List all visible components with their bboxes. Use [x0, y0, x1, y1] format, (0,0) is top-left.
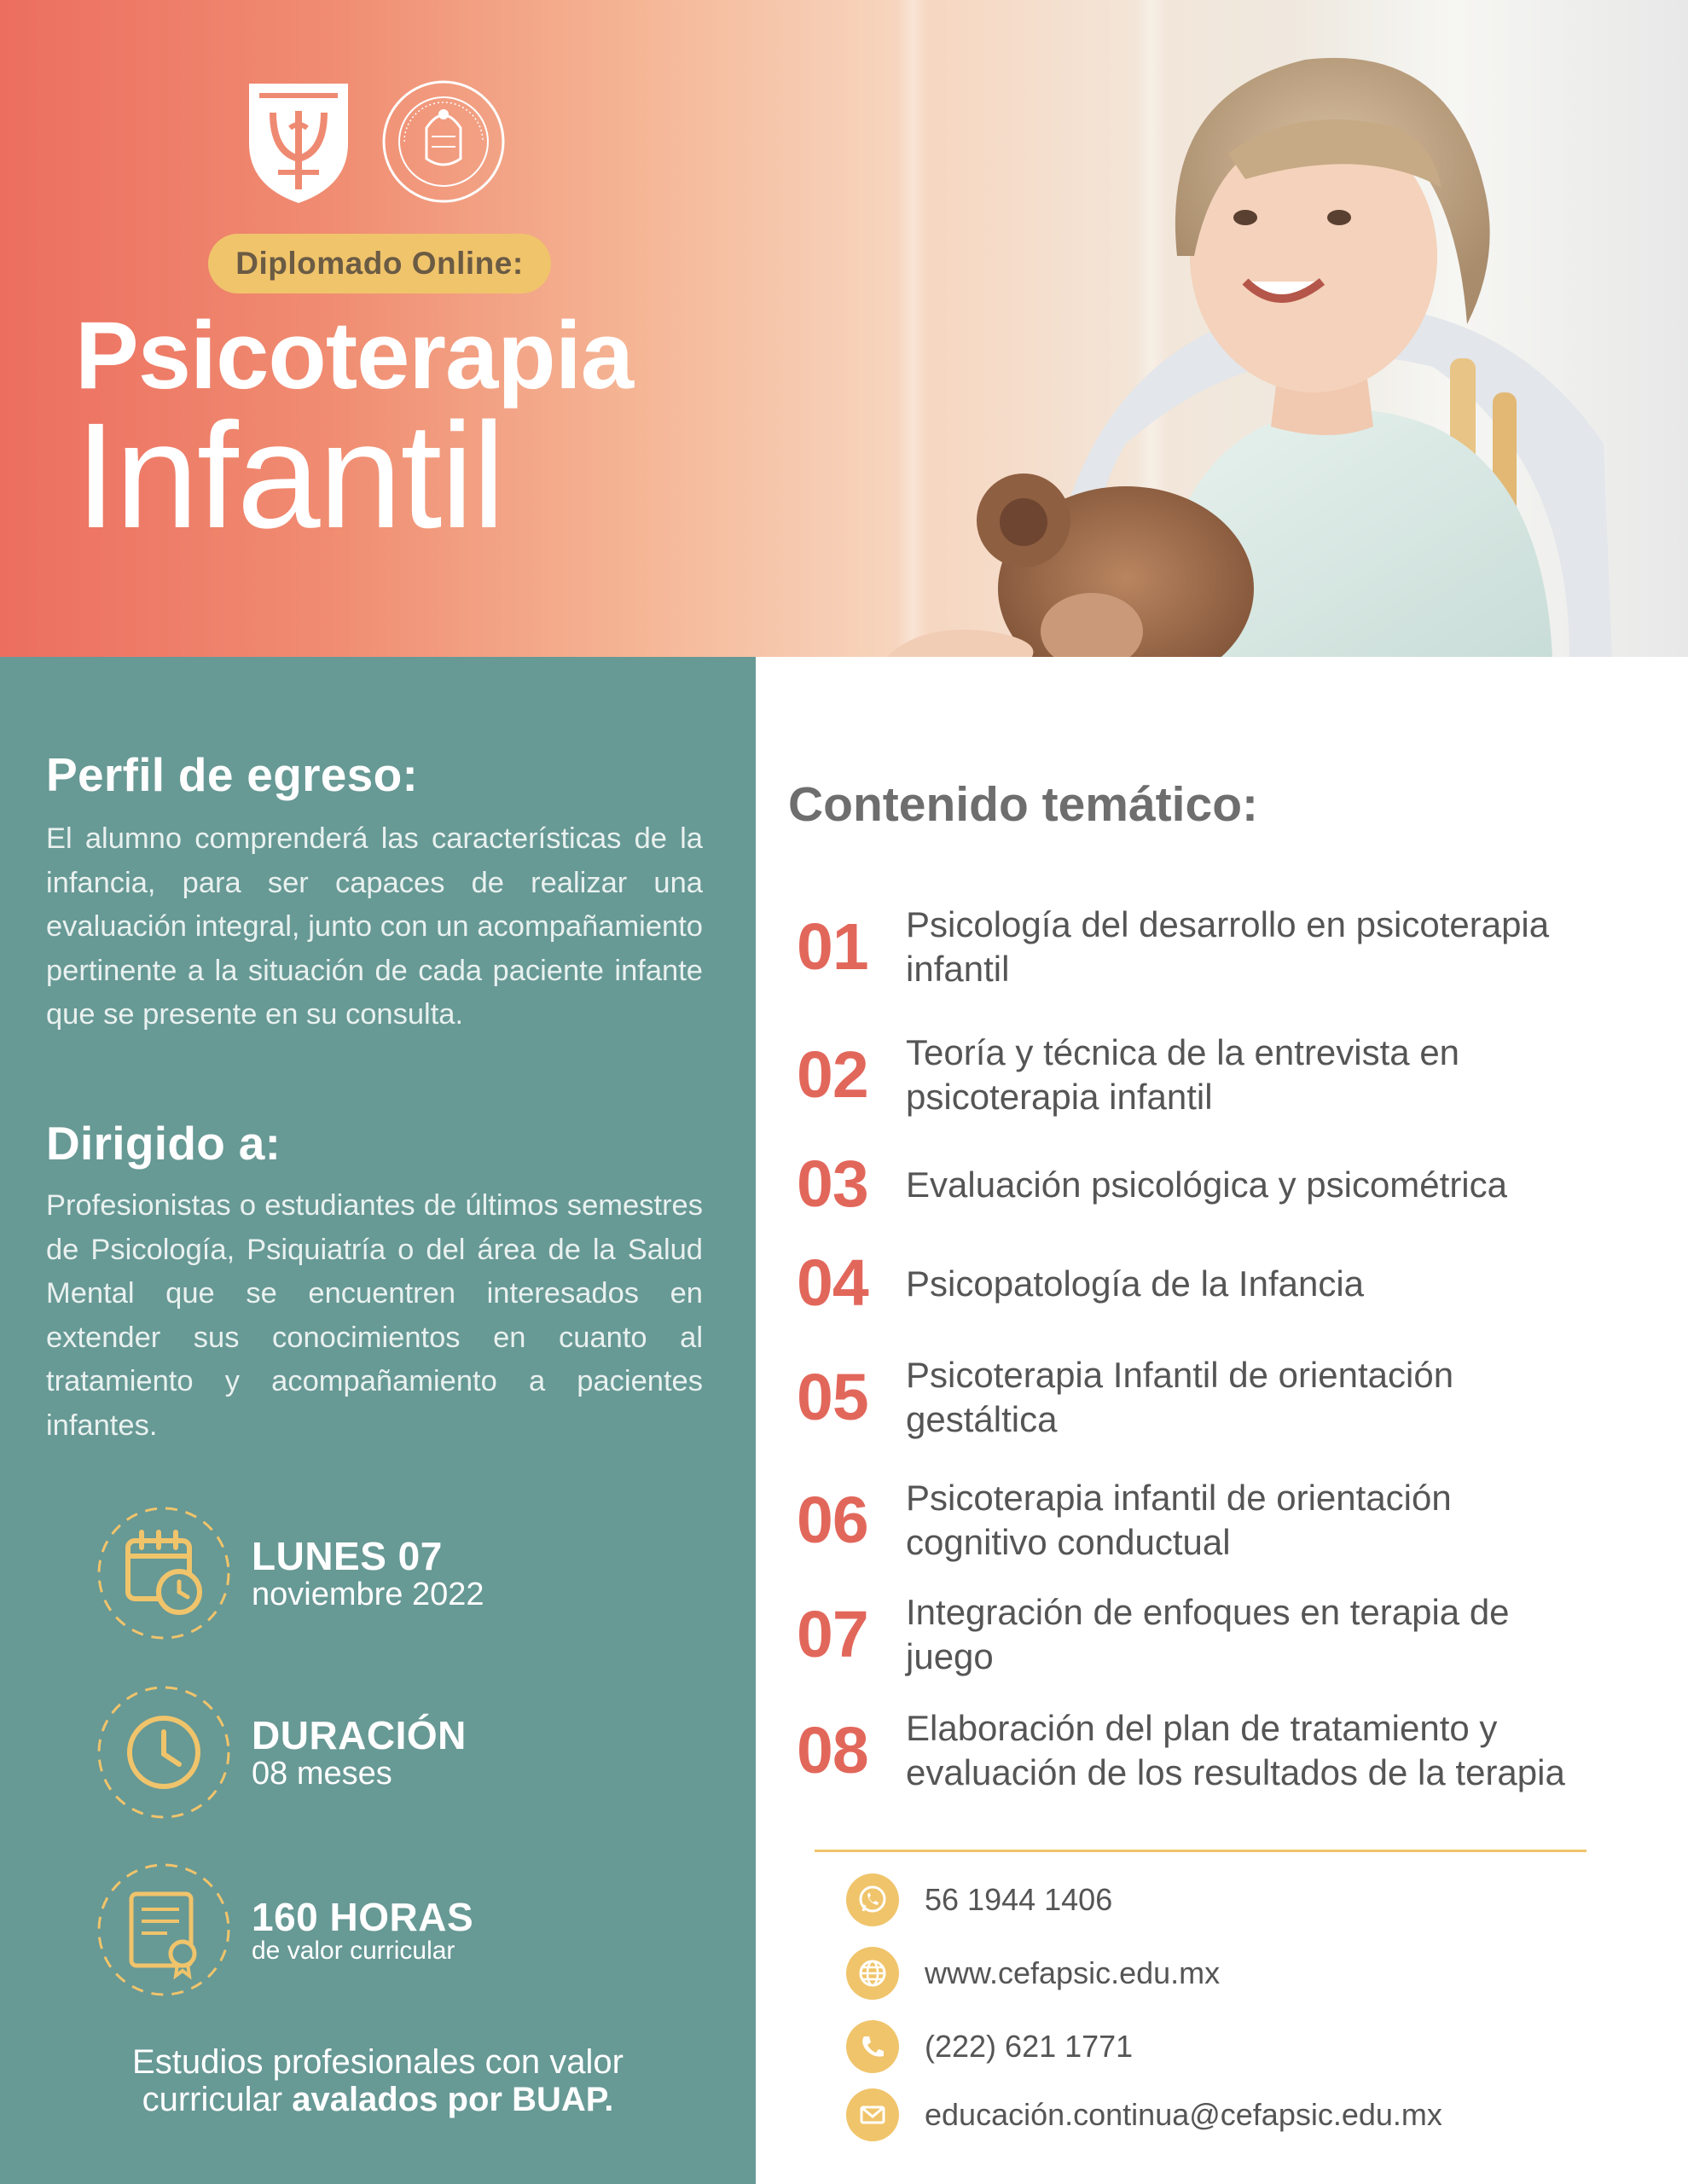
topic-number: 06 [797, 1483, 868, 1557]
topic-item [797, 1590, 1650, 1679]
topic-item [797, 1353, 1650, 1442]
topic-item [797, 1031, 1650, 1119]
topic-text: Evaluación psicológica y psicométrica [906, 1164, 1507, 1205]
buap-endorsement-note [0, 2043, 756, 2118]
topic-number: 02 [797, 1037, 868, 1112]
contact-email[interactable] [846, 2088, 1442, 2141]
logos [244, 77, 508, 206]
topic-number: 04 [797, 1246, 868, 1320]
globe-icon [846, 1947, 899, 2000]
hero-banner [0, 0, 1688, 657]
topic-number: 03 [797, 1147, 868, 1221]
info-duration [94, 1682, 467, 1823]
start-day: LUNES 07 [252, 1533, 443, 1578]
shield-logo [244, 77, 353, 206]
title-psicoterapia: Psicoterapia [75, 302, 634, 409]
info-start-date [94, 1503, 484, 1644]
endorsement-line-1: Estudios profesionales con valor [132, 2043, 624, 2081]
topic-text: Psicología del desarrollo en psicoterapia infantil [906, 904, 1550, 989]
perfil-heading: Perfil de egreso: [46, 748, 419, 801]
title-infantil: Infantil [75, 392, 504, 560]
topic-text: Psicoterapia Infantil de orientación gestáltica [906, 1355, 1454, 1439]
diplomado-badge: Diplomado Online: [208, 234, 551, 293]
contact-website[interactable] [846, 1947, 1220, 2000]
whatsapp-number: 56 1944 1406 [925, 1882, 1113, 1917]
email-address: educación.continua@cefapsic.edu.mx [925, 2097, 1442, 2132]
topic-number: 05 [797, 1360, 868, 1434]
perfil-text: El alumno comprenderá las características de la infancia, para ser capaces de realizar una evaluación integral, junto con un acompañamiento pertinente a la situación de cada paciente infante que se presente en su consulta. [46, 822, 703, 1031]
phone-icon [846, 2020, 899, 2073]
contact-phone[interactable] [846, 2020, 1133, 2073]
topic-item [797, 1246, 1650, 1321]
university-seal-logo [379, 77, 508, 206]
hours-sub: de valor curricular [252, 1936, 455, 1965]
topic-item [797, 1706, 1650, 1795]
child-with-teddy-bear-photo [751, 0, 1688, 657]
endorsement-line-2 [0, 2081, 756, 2118]
dirigido-text: Profesionistas o estudiantes de últimos semestres de Psicología, Psiquiatría o del área de la Salud Mental que se encuentren interesados en extender sus conocimientos en cuanto al tratamiento y acompañamiento a pacientes infantes. [46, 1189, 703, 1442]
contact-divider [815, 1850, 1586, 1852]
contact-whatsapp[interactable] [846, 1873, 1112, 1926]
dirigido-heading: Dirigido a: [46, 1117, 281, 1170]
endorsement-bold: avalados por BUAP. [292, 2081, 614, 2118]
phone-number: (222) 621 1771 [925, 2029, 1134, 2064]
info-hours [94, 1860, 473, 2001]
start-month: noviembre 2022 [252, 1576, 484, 1612]
website-url: www.cefapsic.edu.mx [925, 1955, 1221, 1990]
duration-label: DURACIÓN [252, 1712, 467, 1757]
topic-text: Psicopatología de la Infancia [906, 1263, 1365, 1304]
whatsapp-icon [846, 1873, 899, 1926]
calendar-icon [94, 1503, 235, 1644]
topic-number: 01 [797, 909, 868, 984]
topic-item [797, 1476, 1650, 1565]
topic-text: Elaboración del plan de tratamiento y evaluación de los resultados de la terapia [906, 1708, 1565, 1792]
endorsement-prefix: curricular [142, 2081, 293, 2118]
topic-number: 07 [797, 1597, 868, 1671]
mail-icon [846, 2088, 899, 2141]
topic-text: Teoría y técnica de la entrevista en psicoterapia infantil [906, 1032, 1460, 1117]
topic-text: Integración de enfoques en terapia de juego [906, 1592, 1510, 1676]
topic-item [797, 1147, 1650, 1223]
topic-text: Psicoterapia infantil de orientación cognitivo conductual [906, 1478, 1452, 1562]
clock-icon [94, 1682, 235, 1823]
topic-number: 08 [797, 1713, 868, 1787]
certificate-icon [94, 1860, 235, 2001]
hours-label: 160 HORAS [252, 1894, 474, 1939]
topic-item [797, 903, 1650, 991]
duration-value: 08 meses [252, 1755, 392, 1792]
contenido-heading: Contenido temático: [788, 777, 1258, 832]
